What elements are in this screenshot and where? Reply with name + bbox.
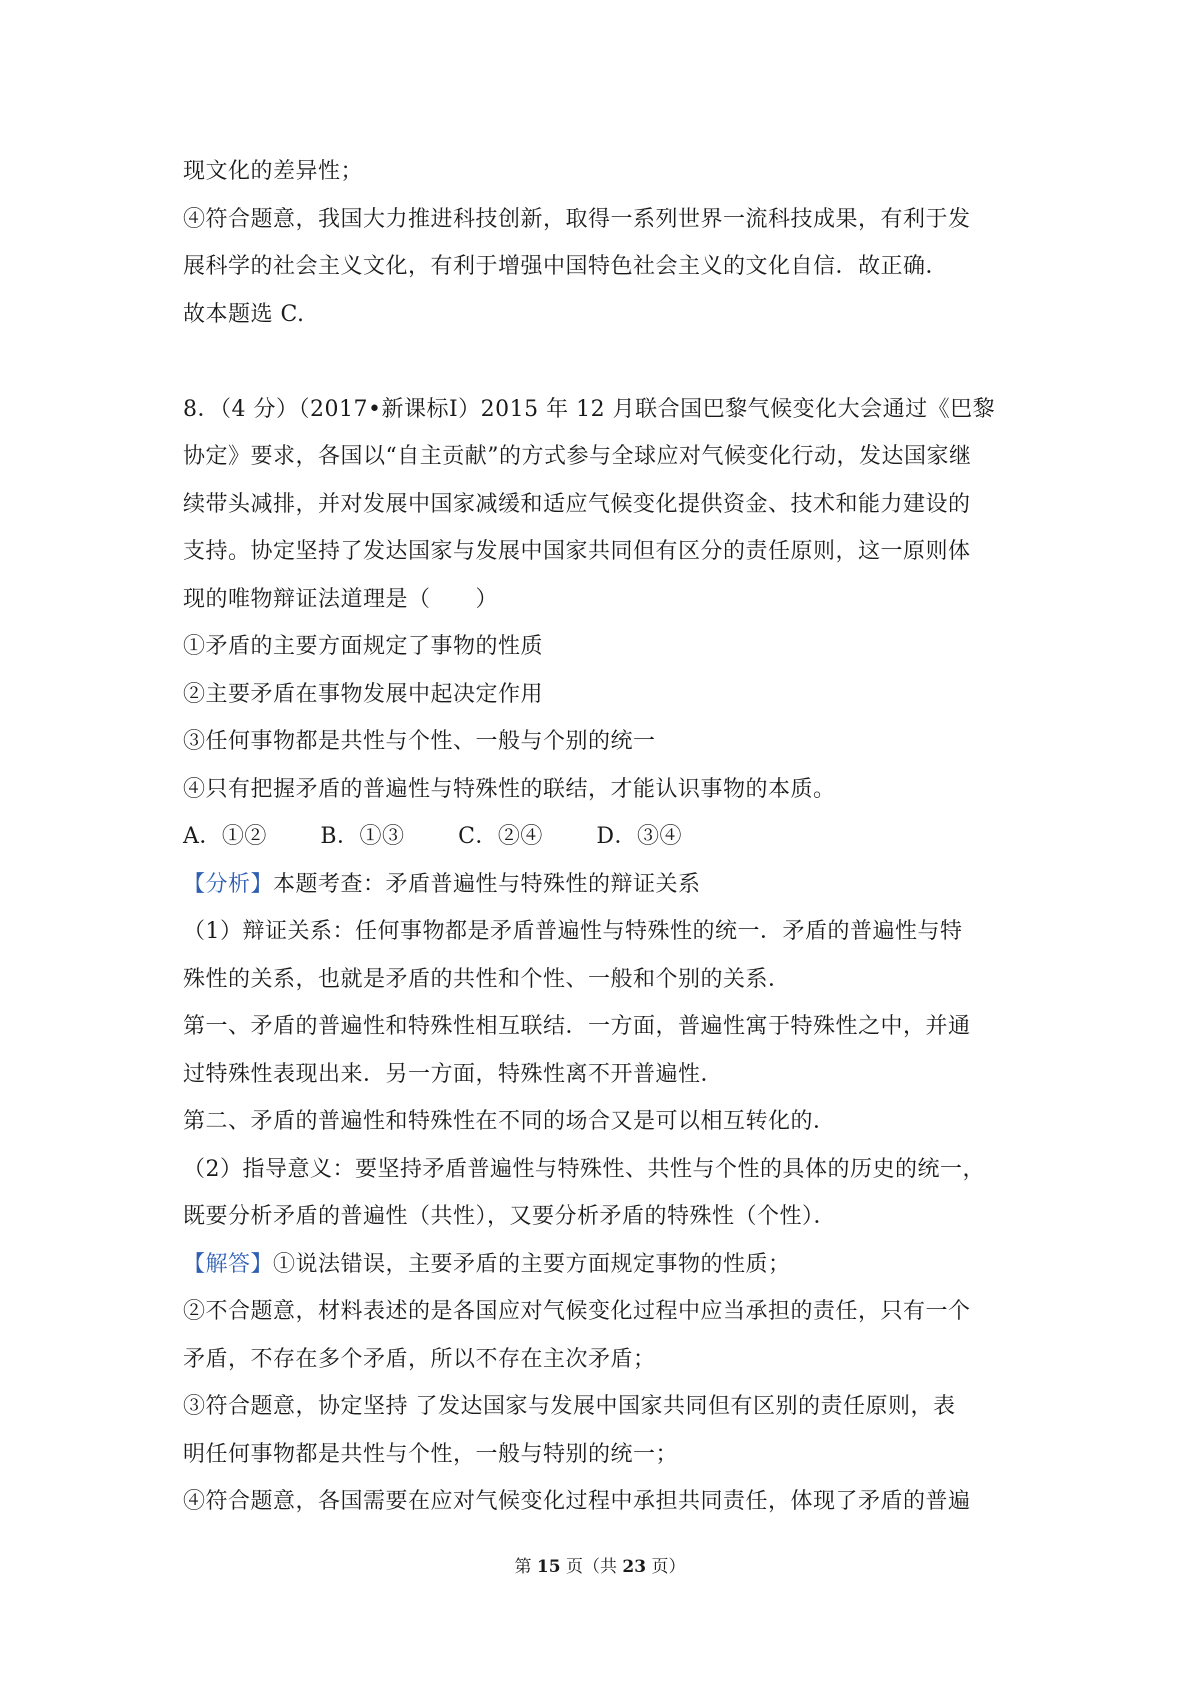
footer-suffix: 页） <box>646 1557 686 1577</box>
question-stem-line-5: 现的唯物辩证法道理是（ ） <box>183 586 499 612</box>
statement-4: ④只有把握矛盾的普遍性与特殊性的联结，才能认识事物的本质。 <box>183 776 836 802</box>
answer-line-4: 明任何事物都是共性与个性，一般与特别的统一； <box>183 1441 679 1467</box>
analysis-line-6: （2）指导意义：要坚持矛盾普遍性与特殊性、共性与个性的具体的历史的统一， <box>183 1156 985 1182</box>
answer-line-5: ④符合题意，各国需要在应对气候变化过程中承担共同责任，体现了矛盾的普遍 <box>183 1489 971 1514</box>
answer-options <box>183 813 1028 861</box>
analysis-line-1: （1）辩证关系：任何事物都是矛盾普遍性与特殊性的统一．矛盾的普遍性与特 <box>183 919 963 944</box>
analysis-heading <box>183 861 1028 909</box>
option-b: B．①③ <box>320 824 405 849</box>
analysis-line-2: 殊性的关系，也就是矛盾的共性和个性、一般和个别的关系． <box>183 966 791 992</box>
footer-page-number: 15 <box>536 1557 561 1577</box>
prev-answer-line-3: 展科学的社会主义文化，有利于增强中国特色社会主义的文化自信．故正确． <box>183 254 949 279</box>
prev-answer-line-1: 现文化的差异性； <box>183 159 364 184</box>
prev-answer-line-2: ④符合题意，我国大力推进科技创新，取得一系列世界一流科技成果，有利于发 <box>183 206 971 232</box>
answer-line-3: ③符合题意，协定坚持 了发达国家与发展中国家共同但有区别的责任原则，表 <box>183 1394 956 1419</box>
analysis-line-4: 过特殊性表现出来．另一方面，特殊性离不开普遍性． <box>183 1061 724 1087</box>
answer-heading <box>183 1241 1028 1289</box>
option-d: D．③④ <box>596 824 683 849</box>
footer-middle: 页（共 <box>560 1557 623 1577</box>
prev-answer-line-4: 故本题选 C. <box>183 301 305 327</box>
analysis-first: 本题考查：矛盾普遍性与特殊性的辩证关系 <box>273 871 701 897</box>
answer-line-1: ②不合题意，材料表述的是各国应对气候变化过程中应当承担的责任，只有一个 <box>183 1299 971 1324</box>
analysis-tag: 【分析】 <box>183 871 274 897</box>
footer-total-pages: 23 <box>622 1557 647 1577</box>
page-content <box>183 148 1028 1526</box>
answer-line-2: 矛盾，不存在多个矛盾，所以不存在主次矛盾； <box>183 1346 656 1372</box>
option-c: C．②④ <box>458 824 543 849</box>
option-a: A．①② <box>183 824 267 849</box>
footer-prefix: 第 <box>514 1557 537 1577</box>
analysis-line-7: 既要分析矛盾的普遍性（共性），又要分析矛盾的特殊性（个性）． <box>183 1204 837 1229</box>
statement-3: ③任何事物都是共性与个性、一般与个别的统一 <box>183 729 656 754</box>
answer-tag: 【解答】 <box>183 1251 274 1277</box>
page-footer <box>0 1552 1200 1577</box>
statement-1: ①矛盾的主要方面规定了事物的性质 <box>183 634 544 659</box>
question-stem-line-1: 8．（4 分）（2017•新课标Ⅰ）2015 年 12 月联合国巴黎气候变化大会通过《巴黎 <box>183 396 996 422</box>
question-stem-line-2: 协定》要求，各国以“自主贡献”的方式参与全球应对气候变化行动，发达国家继 <box>183 444 972 469</box>
question-stem-line-3: 续带头减排，并对发展中国家减缓和适应气候变化提供资金、技术和能力建设的 <box>183 491 971 517</box>
statement-2: ②主要矛盾在事物发展中起决定作用 <box>183 681 544 707</box>
analysis-line-3: 第一、矛盾的普遍性和特殊性相互联结．一方面，普遍性寓于特殊性之中，并通 <box>183 1014 971 1039</box>
question-stem-line-4: 支持。协定坚持了发达国家与发展中国家共同但有区分的责任原则，这一原则体 <box>183 539 971 564</box>
answer-first: ①说法错误，主要矛盾的主要方面规定事物的性质； <box>273 1251 791 1277</box>
section-gap <box>183 338 1028 386</box>
analysis-line-5: 第二、矛盾的普遍性和特殊性在不同的场合又是可以相互转化的． <box>183 1109 836 1134</box>
